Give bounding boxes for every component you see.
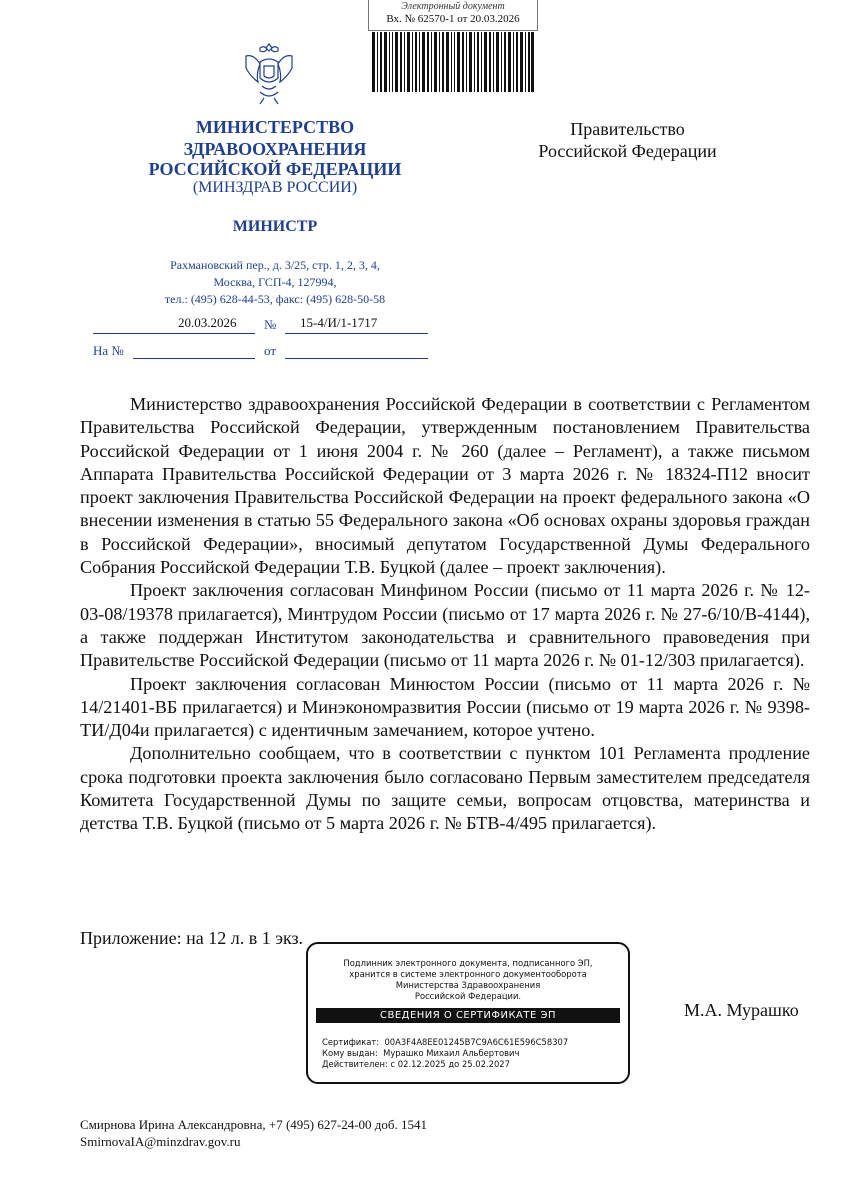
paragraph-2: Проект заключения согласован Минфином России (письмо от 11 марта 2026 г. № 12-03-08/19378 прилагается), Минтрудом России (письмо от 17 марта 2026 г. № 27-6/10/В-4144), а также поддержан Институтом законодательства и сравнительного правоведения при Правительстве Российской Федерации (письмо от 11 марта 2026 г. № 01-12/303 прилагается). xyxy=(80,580,810,671)
certificate-notice xyxy=(308,958,628,1002)
ministry-name-line3: РОССИЙСКОЙ ФЕДЕРАЦИИ xyxy=(148,159,402,179)
ministry-name-line1: МИНИСТЕРСТВО xyxy=(195,117,355,137)
address-line3: тел.: (495) 628-44-53, факс: (495) 628-50-58 xyxy=(164,292,386,306)
certificate-owner-row xyxy=(322,1048,628,1059)
executor-contact xyxy=(80,1116,427,1150)
executor-name-phone: Смирнова Ирина Александровна, +7 (495) 627-24-00 доб. 1541 xyxy=(80,1117,428,1132)
certificate-header: СВЕДЕНИЯ О СЕРТИФИКАТЕ ЭП xyxy=(316,1008,620,1023)
registration-number-label: № xyxy=(264,317,277,332)
addressee xyxy=(500,118,755,162)
certificate-details xyxy=(322,1037,628,1070)
ministry-name-line2: ЗДРАВООХРАНЕНИЯ xyxy=(183,139,367,159)
paragraph-3: Проект заключения согласован Минюстом России (письмо от 11 марта 2026 г. № 14/21401-ВБ прилагается) и Минэкономразвития России (письмо от 19 марта 2026 г. № 9398-ТИ/Д04и прилагается) с идентичным замечанием, которое учтено. xyxy=(80,673,810,741)
incoming-stamp xyxy=(368,0,538,31)
ministry-short-name: (МИНЗДРАВ РОССИИ) xyxy=(192,179,358,196)
date-underline xyxy=(93,333,255,334)
certificate-owner-label: Кому выдан: xyxy=(322,1048,378,1058)
certificate-validity-value: с 02.12.2025 до 25.02.2027 xyxy=(390,1059,510,1069)
certificate-notice-line4: Российской Федерации. xyxy=(414,991,522,1001)
signer-name: М.А. Мурашко xyxy=(684,1000,799,1020)
certificate-serial-value: 00A3F4A8EE01245B7C9A6C61E596C58307 xyxy=(384,1037,569,1047)
position-title: МИНИСТР xyxy=(232,218,318,235)
certificate-notice-line1: Подлинник электронного документа, подписанного ЭП, xyxy=(343,958,593,968)
addressee-line1: Правительство xyxy=(570,119,685,139)
certificate-serial-row xyxy=(322,1037,628,1048)
executor-email: SmirnovaIA@minzdrav.gov.ru xyxy=(80,1134,241,1149)
certificate-serial-label: Сертификат: xyxy=(322,1037,380,1047)
address-line2: Москва, ГСП-4, 127994, xyxy=(213,275,337,289)
registration-date: 20.03.2026 xyxy=(178,315,237,330)
address-line1: Рахмановский пер., д. 3/25, стр. 1, 2, 3, 4, xyxy=(170,258,380,272)
stamp-number: Вх. № 62570-1 от 20.03.2026 xyxy=(386,13,520,25)
certificate-validity-label: Действителен: xyxy=(322,1059,388,1069)
reply-date-label: от xyxy=(264,343,277,358)
signature-certificate-box xyxy=(306,942,630,1084)
letter-body xyxy=(80,393,810,836)
attachment-note: Приложение: на 12 л. в 1 экз. xyxy=(80,928,304,948)
paragraph-1: Министерство здравоохранения Российской Федерации в соответствии с Регламентом Правительства Российской Федерации, утвержденным постановлением Правительства Российской Федерации от 1 июня 2004 г. № 260 (далее – Регламент), а также письмом Аппарата Правительства Российской Федерации от 3 марта 2026 г. № 18324-П12 вносит проект заключения Правительства Российской Федерации на проект федерального закона «О внесении изменения в статью 55 Федерального закона «Об основах охраны здоровья граждан в Российской Федерации», вносимый депутатом Государственной Думы Федерального Собрания Российской Федерации Т.В. Буцкой (далее – проект заключения). xyxy=(80,394,810,578)
certificate-notice-line3: Министерства Здравоохранения xyxy=(395,980,541,990)
certificate-notice-line2: хранится в системе электронного документооборота xyxy=(349,969,587,979)
certificate-validity-row xyxy=(322,1059,628,1070)
reply-number-underline xyxy=(133,358,255,359)
stamp-title: Электронный документ xyxy=(401,1,505,12)
paragraph-4: Дополнительно сообщаем, что в соответствии с пунктом 101 Регламента продление срока подготовки проекта заключения было согласовано Первым заместителем председателя Комитета Государственной Думы по защите семьи, вопросам отцовства, материнства и детства Т.В. Буцкой (письмо от 5 марта 2026 г. № БТВ-4/495 прилагается). xyxy=(80,743,810,834)
reply-to-label: На № xyxy=(93,343,124,358)
coat-of-arms-icon xyxy=(238,38,300,108)
registration-number: 15-4/И/1-1717 xyxy=(300,315,378,330)
certificate-owner-value: Мурашко Михаил Альбертович xyxy=(383,1048,520,1058)
addressee-line2: Российской Федерации xyxy=(538,141,717,161)
reply-date-underline xyxy=(285,358,428,359)
number-underline xyxy=(285,333,428,334)
barcode xyxy=(372,32,534,92)
